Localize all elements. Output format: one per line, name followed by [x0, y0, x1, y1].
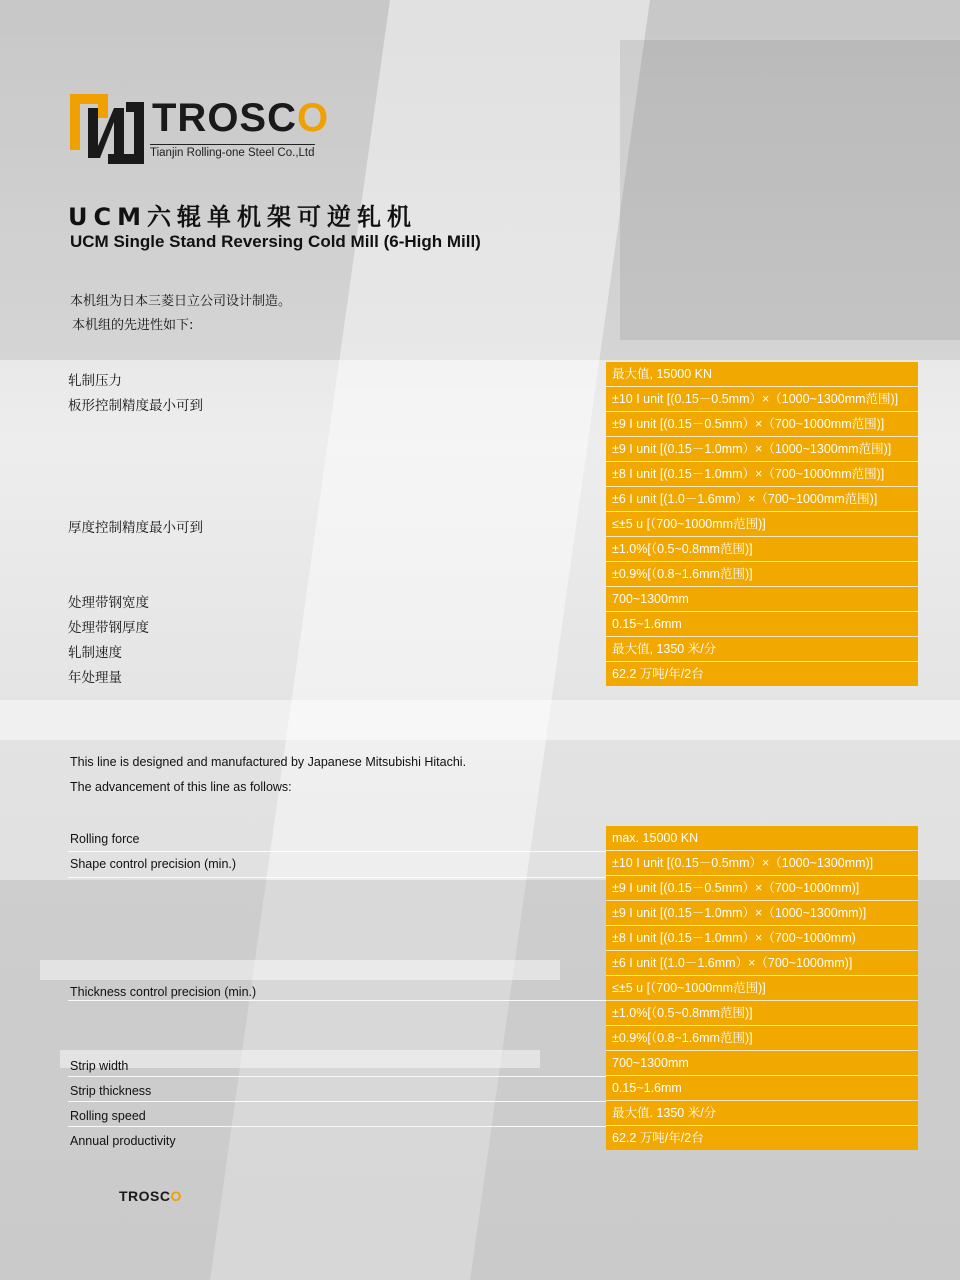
- row-divider: [68, 851, 606, 852]
- label-en-strip-thickness: Strip thickness: [70, 1084, 152, 1098]
- value-cell: ±8 I unit [(0.15－1.0mm）×（700~1000mm范围)]: [606, 462, 918, 487]
- row-divider: [68, 1000, 606, 1001]
- value-cell: ±6 I unit [(1.0－1.6mm）×（700~1000mm)]: [606, 951, 918, 976]
- company-subtitle: Tianjin Rolling-one Steel Co.,Ltd: [150, 144, 315, 159]
- value-cell: ≤±5 u [（700~1000mm范围)]: [606, 512, 918, 537]
- intro-en-line2: The advancement of this line as follows:: [70, 780, 292, 794]
- value-cell: ≤±5 u [（700~1000mm范围)]: [606, 976, 918, 1001]
- value-cell: ±1.0%[（0.5~0.8mm范围)]: [606, 537, 918, 562]
- label-cn-strip-width: 处理带钢宽度: [68, 595, 149, 611]
- label-en-strip-width: Strip width: [70, 1059, 129, 1073]
- value-cell: ±6 I unit [(1.0－1.6mm）×（700~1000mm范围)]: [606, 487, 918, 512]
- values-table-cn: [606, 362, 918, 686]
- values-table-en: [606, 826, 918, 1150]
- value-cell: 最大值. 1350 米/分: [606, 1101, 918, 1126]
- trosco-logo-icon: [68, 88, 146, 166]
- value-cell: max. 15000 KN: [606, 826, 918, 851]
- value-cell: ±9 I unit [(0.15－1.0mm）×（1000~1300mm)]: [606, 901, 918, 926]
- row-divider: [68, 1101, 606, 1102]
- page-title-en: UCM Single Stand Reversing Cold Mill (6-High Mill): [70, 232, 481, 251]
- intro-cn-line2: 本机组的先进性如下:: [72, 318, 194, 333]
- row-divider: [68, 877, 606, 878]
- label-en-rolling-speed: Rolling speed: [70, 1109, 146, 1123]
- label-cn-rolling-speed: 轧制速度: [68, 645, 122, 661]
- label-cn-rolling-force: 轧制压力: [68, 373, 122, 389]
- row-divider: [68, 1126, 606, 1127]
- intro-cn-line1: 本机组为日本三菱日立公司设计制造。: [70, 294, 292, 309]
- value-cell: 700~1300mm: [606, 587, 918, 612]
- value-cell: ±9 I unit [(0.15－0.5mm）×（700~1000mm范围)]: [606, 412, 918, 437]
- value-cell: 0.15~1.6mm: [606, 612, 918, 637]
- label-en-rolling-force: Rolling force: [70, 832, 140, 846]
- value-cell: ±10 I unit [(0.15－0.5mm）×（1000~1300mm范围)]: [606, 387, 918, 412]
- value-cell: 0.15~1.6mm: [606, 1076, 918, 1101]
- company-logo: [68, 88, 338, 168]
- value-cell: 700~1300mm: [606, 1051, 918, 1076]
- value-cell: ±0.9%[（0.8~1.6mm范围)]: [606, 1026, 918, 1051]
- value-cell: ±0.9%[（0.8~1.6mm范围)]: [606, 562, 918, 587]
- value-cell: ±9 I unit [(0.15－1.0mm）×（1000~1300mm范围)]: [606, 437, 918, 462]
- value-cell: 最大值, 15000 KN: [606, 362, 918, 387]
- label-cn-shape-control: 板形控制精度最小可到: [68, 398, 203, 414]
- row-divider: [68, 1076, 606, 1077]
- label-en-annual-productivity: Annual productivity: [70, 1134, 176, 1148]
- logo-wordmark: TROSCO: [152, 96, 330, 140]
- value-cell: 62.2 万吨/年/2台: [612, 667, 704, 681]
- label-en-shape-control: Shape control precision (min.): [70, 857, 237, 871]
- value-cell: ±8 I unit [(0.15－1.0mm）×（700~1000mm): [606, 926, 918, 951]
- page-title-cn: UCM六辊单机架可逆轧机: [68, 203, 417, 231]
- value-cell: ±9 I unit [(0.15－0.5mm）×（700~1000mm)]: [606, 876, 918, 901]
- value-cell: ±10 I unit [(0.15－0.5mm）×（1000~1300mm)]: [606, 851, 918, 876]
- intro-en-line1: This line is designed and manufactured by Japanese Mitsubishi Hitachi.: [70, 755, 467, 769]
- label-cn-annual-productivity: 年处理量: [68, 670, 122, 686]
- label-cn-strip-thickness: 处理带钢厚度: [68, 620, 149, 636]
- value-cell: 62.2 万吨/年/2台: [612, 1131, 704, 1145]
- value-cell: ±1.0%[（0.5~0.8mm范围)]: [606, 1001, 918, 1026]
- value-cell: 最大值, 1350 米/分: [606, 637, 918, 662]
- label-cn-thickness-control: 厚度控制精度最小可到: [68, 520, 203, 536]
- label-en-thickness-control: Thickness control precision (min.): [70, 985, 257, 999]
- footer-logo: TROSCO: [119, 1188, 182, 1204]
